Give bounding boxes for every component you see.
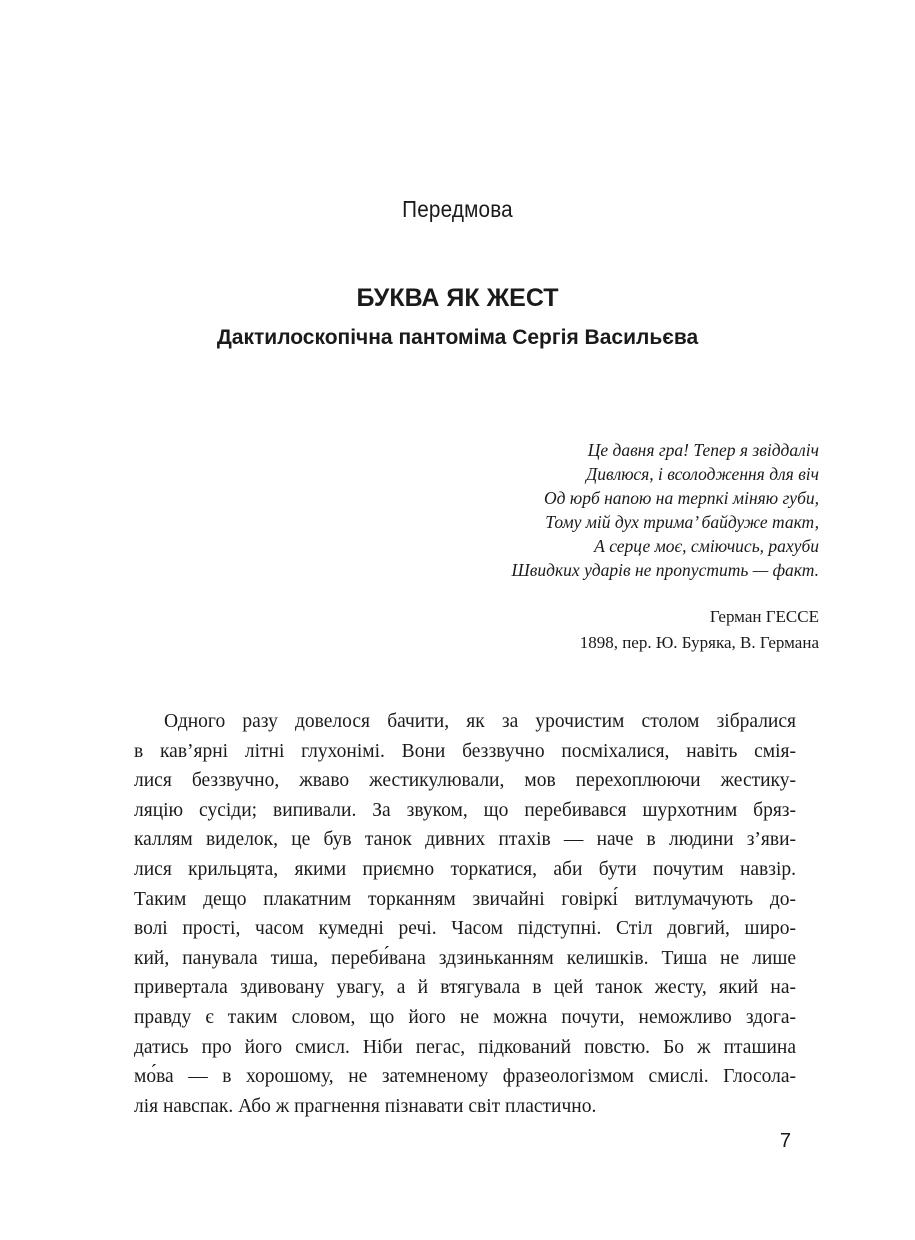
epigraph-line: Тому мій дух трима’ байдуже такт, (545, 512, 819, 532)
body-line: каллям виделок, це був танок дивних птахів — наче в людини з’яви- (134, 829, 796, 851)
body-line: лися крильцята, якими приємно торкатися, аби бути почутим навзір. (134, 858, 796, 880)
body-line: мо́ва — в хорошому, не затемненому фразеологізмом смислі. Глосола- (134, 1066, 796, 1088)
body-line: Таким дещо плакатним торканням звичайні говіркі́ витлумачують до- (134, 888, 796, 910)
body-line: ляцію сусіди; випивали. За звуком, що перебивався шурхотним бряз- (134, 799, 796, 821)
body-line: лися беззвучно, жваво жестикулювали, мов перехоплюючи жестику- (134, 770, 796, 792)
body-line: волі прості, часом кумедні речі. Часом підступні. Стіл довгий, широ- (134, 918, 796, 940)
chapter-subtitle: Дактилоскопічна пантоміма Сергія Васильєва (216, 326, 699, 349)
epigraph (319, 438, 819, 582)
body-line: правду є таким словом, що його не можна почути, неможливо здога- (134, 1006, 796, 1028)
epigraph-line: А серце моє, сміючись, рахуби (594, 536, 819, 556)
epigraph-line: Од юрб напою на терпкі міняю губи, (544, 488, 819, 508)
body-line: в кав’ярні літні глухонімі. Вони беззвучно посміхалися, навіть смія- (134, 740, 796, 762)
body-line: Одного разу довелося бачити, як за урочистим столом зібралися (164, 711, 796, 732)
body-line: лія навспак. Або ж прагнення пізнавати світ пластично. (134, 1095, 597, 1117)
epigraph-author: Герман ГЕССЕ (709, 607, 819, 626)
section-label: Передмова (402, 196, 513, 222)
body-line: датись про його смисл. Ніби пегас, підкований повстю. Бо ж пташина (134, 1036, 796, 1058)
epigraph-line: Це давня гра! Тепер я звіддаліч (587, 440, 819, 460)
epigraph-attribution (319, 604, 819, 656)
epigraph-line: Дивлюся, і всолодження для віч (586, 464, 819, 484)
chapter-title: БУКВА ЯК ЖЕСТ (356, 284, 559, 312)
page-number: 7 (779, 1130, 791, 1152)
body-line: привертала здивовану увагу, а й втягувала в цей танок жесту, який на- (134, 977, 796, 999)
epigraph-source: 1898, пер. Ю. Буряка, В. Германа (579, 633, 819, 652)
epigraph-line: Швидких ударів не пропустить — факт. (511, 560, 819, 580)
body-paragraph (134, 707, 796, 1121)
body-line: кий, панувала тиша, переби́вана здзиньканням келишків. Тиша не лише (134, 947, 796, 969)
